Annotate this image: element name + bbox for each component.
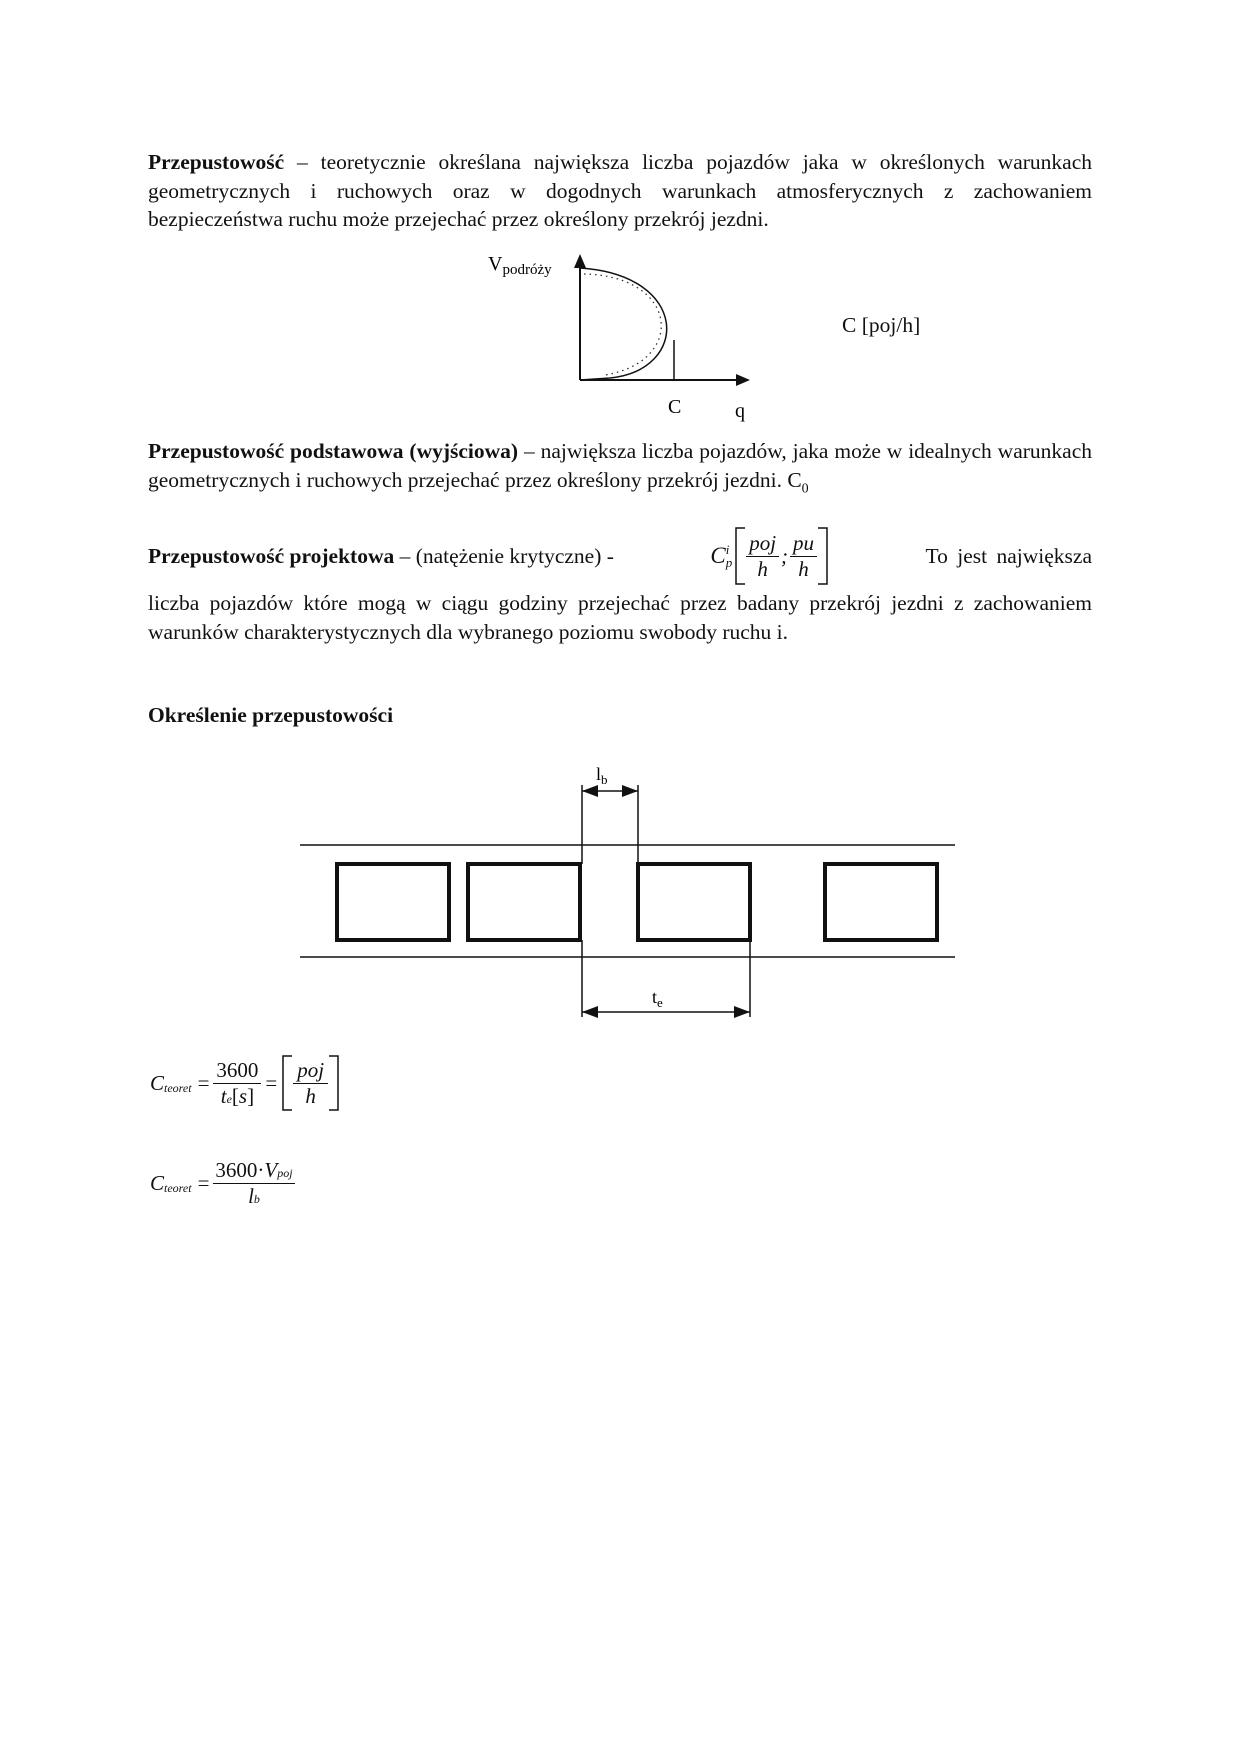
lb-arrow-left-icon: [582, 785, 598, 797]
te-label: $t_e$: [652, 987, 663, 1010]
y-axis-label: $V_{podróży}$: [488, 253, 552, 278]
speed-flow-graph: [480, 250, 760, 425]
bracket-left-icon: [734, 526, 746, 586]
vehicle-spacing-diagram: [290, 755, 970, 1025]
y-axis-arrow-icon: [574, 254, 586, 268]
bracket-right-icon: [817, 526, 829, 586]
projektowa-start: Przepustowość projektowa – (natężenie krytyczne) -: [148, 543, 614, 568]
vehicle-2: [468, 864, 580, 940]
capacity-label: C: [668, 396, 682, 418]
definition-podstawowa: [148, 437, 1092, 503]
definition-projektowa: [148, 525, 1092, 587]
term-projektowa: Przepustowość projektowa: [148, 543, 395, 568]
term-przepustowosc: Przepustowość: [148, 150, 285, 174]
projektowa-end: To jest największa: [925, 543, 1092, 568]
capacity-formula: C i p $\frac{\text{poj}}{h}$ ; $\frac{pu}{h}$: [710, 526, 829, 586]
projektowa-continuation: liczba pojazdów które mogą w ciągu godziny przejechać przez badany przekrój jezdni z zachowaniem warunków charakterystycznych dla wybranego poziomu swobody ruchu i.: [148, 591, 1092, 644]
vehicle-1: [337, 864, 449, 940]
te-arrow-left-icon: [582, 1006, 598, 1018]
vehicle-4: [825, 864, 937, 940]
te-arrow-right-icon: [734, 1006, 750, 1018]
definition-przepustowosc: [148, 148, 1092, 234]
x-axis-arrow-icon: [736, 374, 750, 386]
definition-text: – teoretycznie określana największa liczba pojazdów jaka w określonych warunkach geometrycznych i ruchowych oraz w dogodnych warunkach atmosferycznych z zachowaniem bezpieczeństwa ruchu może przejechać przez określony przekrój jezdni.: [148, 150, 1092, 231]
vehicle-3: [638, 864, 750, 940]
fraction: $\frac{\text{3600·Vpoj}}{lb}$: [215, 1157, 293, 1208]
formula-capacity-time: C teoret = $\frac{3600}{te[s]}$ = $\frac{\text{poj}}{h}$: [150, 1053, 340, 1113]
speed-flow-curve: [580, 268, 667, 380]
subscript-zero: 0: [801, 480, 809, 496]
dotted-curve: [584, 274, 661, 375]
bracket-right-icon: [328, 1054, 340, 1112]
formula-capacity-speed: C teoret = $\frac{\text{3600·Vpoj}}{lb}$: [150, 1157, 293, 1208]
unit-label: C [poj/h]: [842, 313, 921, 337]
definition-text: – największa liczba pojazdów, jaka może w idealnych warunkach geometrycznych i ruchowych przejechać przez określony przekrój jezdni. C: [148, 439, 1092, 492]
term-podstawowa: Przepustowość podstawowa (wyjściowa): [148, 439, 519, 463]
x-axis-label: q: [735, 400, 745, 422]
section-heading: Określenie przepustowości: [148, 703, 394, 727]
bracket-left-icon: [281, 1054, 293, 1112]
lb-arrow-right-icon: [622, 785, 638, 797]
fraction: $\frac{3600}{te[s]}$: [213, 1058, 261, 1109]
lb-label: $l_b$: [596, 764, 608, 787]
